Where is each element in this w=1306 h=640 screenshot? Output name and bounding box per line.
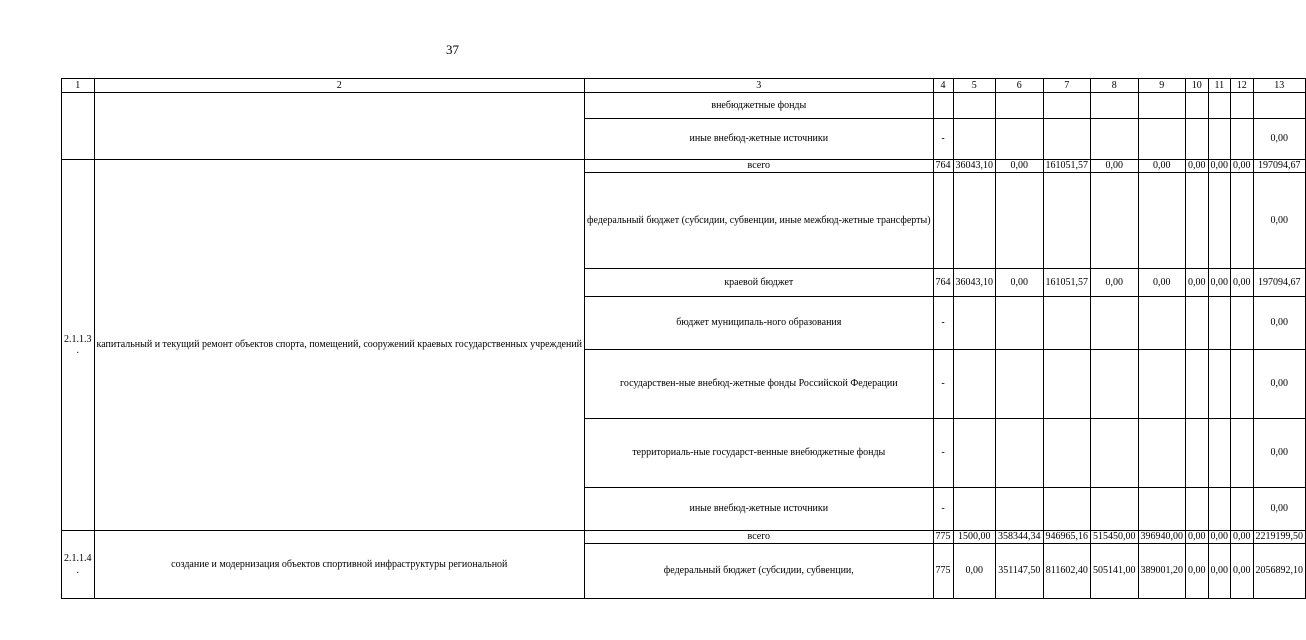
value-cell: 0,00 [1253, 173, 1306, 269]
value-cell: 0,00 [1231, 544, 1254, 599]
header-cell: 4 [933, 79, 953, 93]
col4-cell: - [933, 119, 953, 160]
value-cell [996, 350, 1044, 419]
col4-cell [933, 93, 953, 119]
value-cell [1043, 297, 1091, 350]
table-row [62, 93, 1306, 119]
value-cell [1138, 297, 1186, 350]
value-cell: 505141,00 [1091, 544, 1139, 599]
header-cell: 10 [1186, 79, 1209, 93]
value-cell [1186, 173, 1209, 269]
value-cell [996, 297, 1044, 350]
value-cell: 161051,57 [1043, 160, 1091, 173]
value-cell: 0,00 [1253, 350, 1306, 419]
value-cell: 2219199,50 [1253, 531, 1306, 544]
header-cell: 5 [953, 79, 996, 93]
value-cell [1138, 93, 1186, 119]
header-cell: 3 [585, 79, 934, 93]
value-cell: 36043,10 [953, 269, 996, 297]
header-cell: 6 [996, 79, 1044, 93]
value-cell [1186, 419, 1209, 488]
value-cell [1138, 488, 1186, 531]
value-cell [1186, 350, 1209, 419]
value-cell [953, 297, 996, 350]
value-cell [996, 119, 1044, 160]
col4-cell: - [933, 419, 953, 488]
source-cell: федеральный бюджет (субсидии, субвенции, иные межбюд-жетные трансферты) [585, 173, 934, 269]
value-cell [1043, 350, 1091, 419]
value-cell [1043, 119, 1091, 160]
budget-table [61, 78, 1306, 599]
value-cell [1138, 350, 1186, 419]
value-cell: 0,00 [1138, 160, 1186, 173]
value-cell: 811602,40 [1043, 544, 1091, 599]
value-cell [1091, 350, 1139, 419]
value-cell: 0,00 [1253, 488, 1306, 531]
value-cell [1091, 93, 1139, 119]
value-cell [1208, 93, 1231, 119]
value-cell: 0,00 [1186, 160, 1209, 173]
source-cell: краевой бюджет [585, 269, 934, 297]
value-cell [996, 419, 1044, 488]
source-cell: федеральный бюджет (субсидии, субвенции, [585, 544, 934, 599]
code-cell: 2.1.1.3 . [62, 160, 95, 531]
value-cell [1043, 419, 1091, 488]
value-cell [1208, 119, 1231, 160]
value-cell: 197094,67 [1253, 269, 1306, 297]
value-cell: 1500,00 [953, 531, 996, 544]
col4-cell: 775 [933, 531, 953, 544]
value-cell [1231, 419, 1254, 488]
value-cell: 0,00 [1253, 419, 1306, 488]
value-cell [953, 173, 996, 269]
source-cell: внебюджетные фонды [585, 93, 934, 119]
header-cell: 8 [1091, 79, 1139, 93]
table-row [62, 531, 1306, 544]
value-cell [1231, 119, 1254, 160]
name-cell: капитальный и текущий ремонт объектов спорта, помещений, сооружений краевых государственных учреждений [94, 160, 585, 531]
code-cell: 2.1.1.4 . [62, 531, 95, 599]
value-cell: 0,00 [1091, 160, 1139, 173]
value-cell [1091, 419, 1139, 488]
col4-cell [933, 173, 953, 269]
name-cell [94, 93, 585, 160]
value-cell: 946965,16 [1043, 531, 1091, 544]
value-cell: 0,00 [1208, 531, 1231, 544]
value-cell: 0,00 [1186, 531, 1209, 544]
value-cell: 0,00 [1208, 544, 1231, 599]
col4-cell: 764 [933, 269, 953, 297]
value-cell: 161051,57 [1043, 269, 1091, 297]
value-cell: 0,00 [1208, 269, 1231, 297]
value-cell [1091, 488, 1139, 531]
value-cell: 36043,10 [953, 160, 996, 173]
value-cell [1043, 173, 1091, 269]
value-cell: 0,00 [953, 544, 996, 599]
value-cell: 2056892,10 [1253, 544, 1306, 599]
value-cell [1091, 119, 1139, 160]
table-row [62, 160, 1306, 173]
value-cell [996, 93, 1044, 119]
value-cell: 0,00 [1186, 269, 1209, 297]
value-cell: 358344,34 [996, 531, 1044, 544]
name-cell: создание и модернизация объектов спортивной инфраструктуры региональной [94, 531, 585, 599]
source-cell: государствен-ные внебюд-жетные фонды Российской Федерации [585, 350, 934, 419]
value-cell [953, 119, 996, 160]
code-cell [62, 93, 95, 160]
source-cell: территориаль-ные государст-венные внебюджетные фонды [585, 419, 934, 488]
value-cell [1208, 488, 1231, 531]
value-cell [996, 488, 1044, 531]
source-cell: бюджет муниципаль-ного образования [585, 297, 934, 350]
value-cell [1208, 350, 1231, 419]
value-cell [1231, 173, 1254, 269]
value-cell [1208, 419, 1231, 488]
value-cell: 0,00 [1253, 297, 1306, 350]
value-cell [996, 173, 1044, 269]
value-cell: 0,00 [1231, 269, 1254, 297]
header-cell: 1 [62, 79, 95, 93]
value-cell [953, 419, 996, 488]
value-cell [1186, 297, 1209, 350]
value-cell: 0,00 [996, 269, 1044, 297]
value-cell [1138, 173, 1186, 269]
value-cell [953, 350, 996, 419]
value-cell [1186, 119, 1209, 160]
value-cell: 515450,00 [1091, 531, 1139, 544]
value-cell: 396940,00 [1138, 531, 1186, 544]
col4-cell: - [933, 297, 953, 350]
value-cell [1231, 297, 1254, 350]
value-cell [1043, 93, 1091, 119]
value-cell [1091, 173, 1139, 269]
value-cell [1043, 488, 1091, 531]
value-cell [953, 93, 996, 119]
col4-cell: - [933, 488, 953, 531]
col4-cell: 764 [933, 160, 953, 173]
value-cell: 0,00 [1208, 160, 1231, 173]
header-cell: 11 [1208, 79, 1231, 93]
value-cell: 0,00 [996, 160, 1044, 173]
source-cell: иные внебюд-жетные источники [585, 119, 934, 160]
value-cell [1208, 173, 1231, 269]
header-cell: 12 [1231, 79, 1254, 93]
source-cell: иные внебюд-жетные источники [585, 488, 934, 531]
value-cell [1231, 488, 1254, 531]
header-row [62, 79, 1306, 93]
value-cell: 197094,67 [1253, 160, 1306, 173]
value-cell [1253, 93, 1306, 119]
page-number: 37 [446, 42, 459, 57]
header-cell: 2 [94, 79, 585, 93]
value-cell [953, 488, 996, 531]
value-cell [1138, 119, 1186, 160]
col4-cell: 775 [933, 544, 953, 599]
value-cell: 0,00 [1138, 269, 1186, 297]
value-cell: 0,00 [1253, 119, 1306, 160]
value-cell [1231, 350, 1254, 419]
col4-cell: - [933, 350, 953, 419]
header-cell: 13 [1253, 79, 1306, 93]
value-cell [1231, 93, 1254, 119]
header-cell: 7 [1043, 79, 1091, 93]
header-cell: 9 [1138, 79, 1186, 93]
value-cell [1138, 419, 1186, 488]
value-cell: 0,00 [1231, 160, 1254, 173]
value-cell: 389001,20 [1138, 544, 1186, 599]
value-cell [1208, 297, 1231, 350]
value-cell: 0,00 [1231, 531, 1254, 544]
value-cell: 0,00 [1186, 544, 1209, 599]
value-cell [1091, 297, 1139, 350]
source-cell: всего [585, 531, 934, 544]
value-cell [1186, 93, 1209, 119]
value-cell [1186, 488, 1209, 531]
value-cell: 0,00 [1091, 269, 1139, 297]
source-cell: всего [585, 160, 934, 173]
value-cell: 351147,50 [996, 544, 1044, 599]
